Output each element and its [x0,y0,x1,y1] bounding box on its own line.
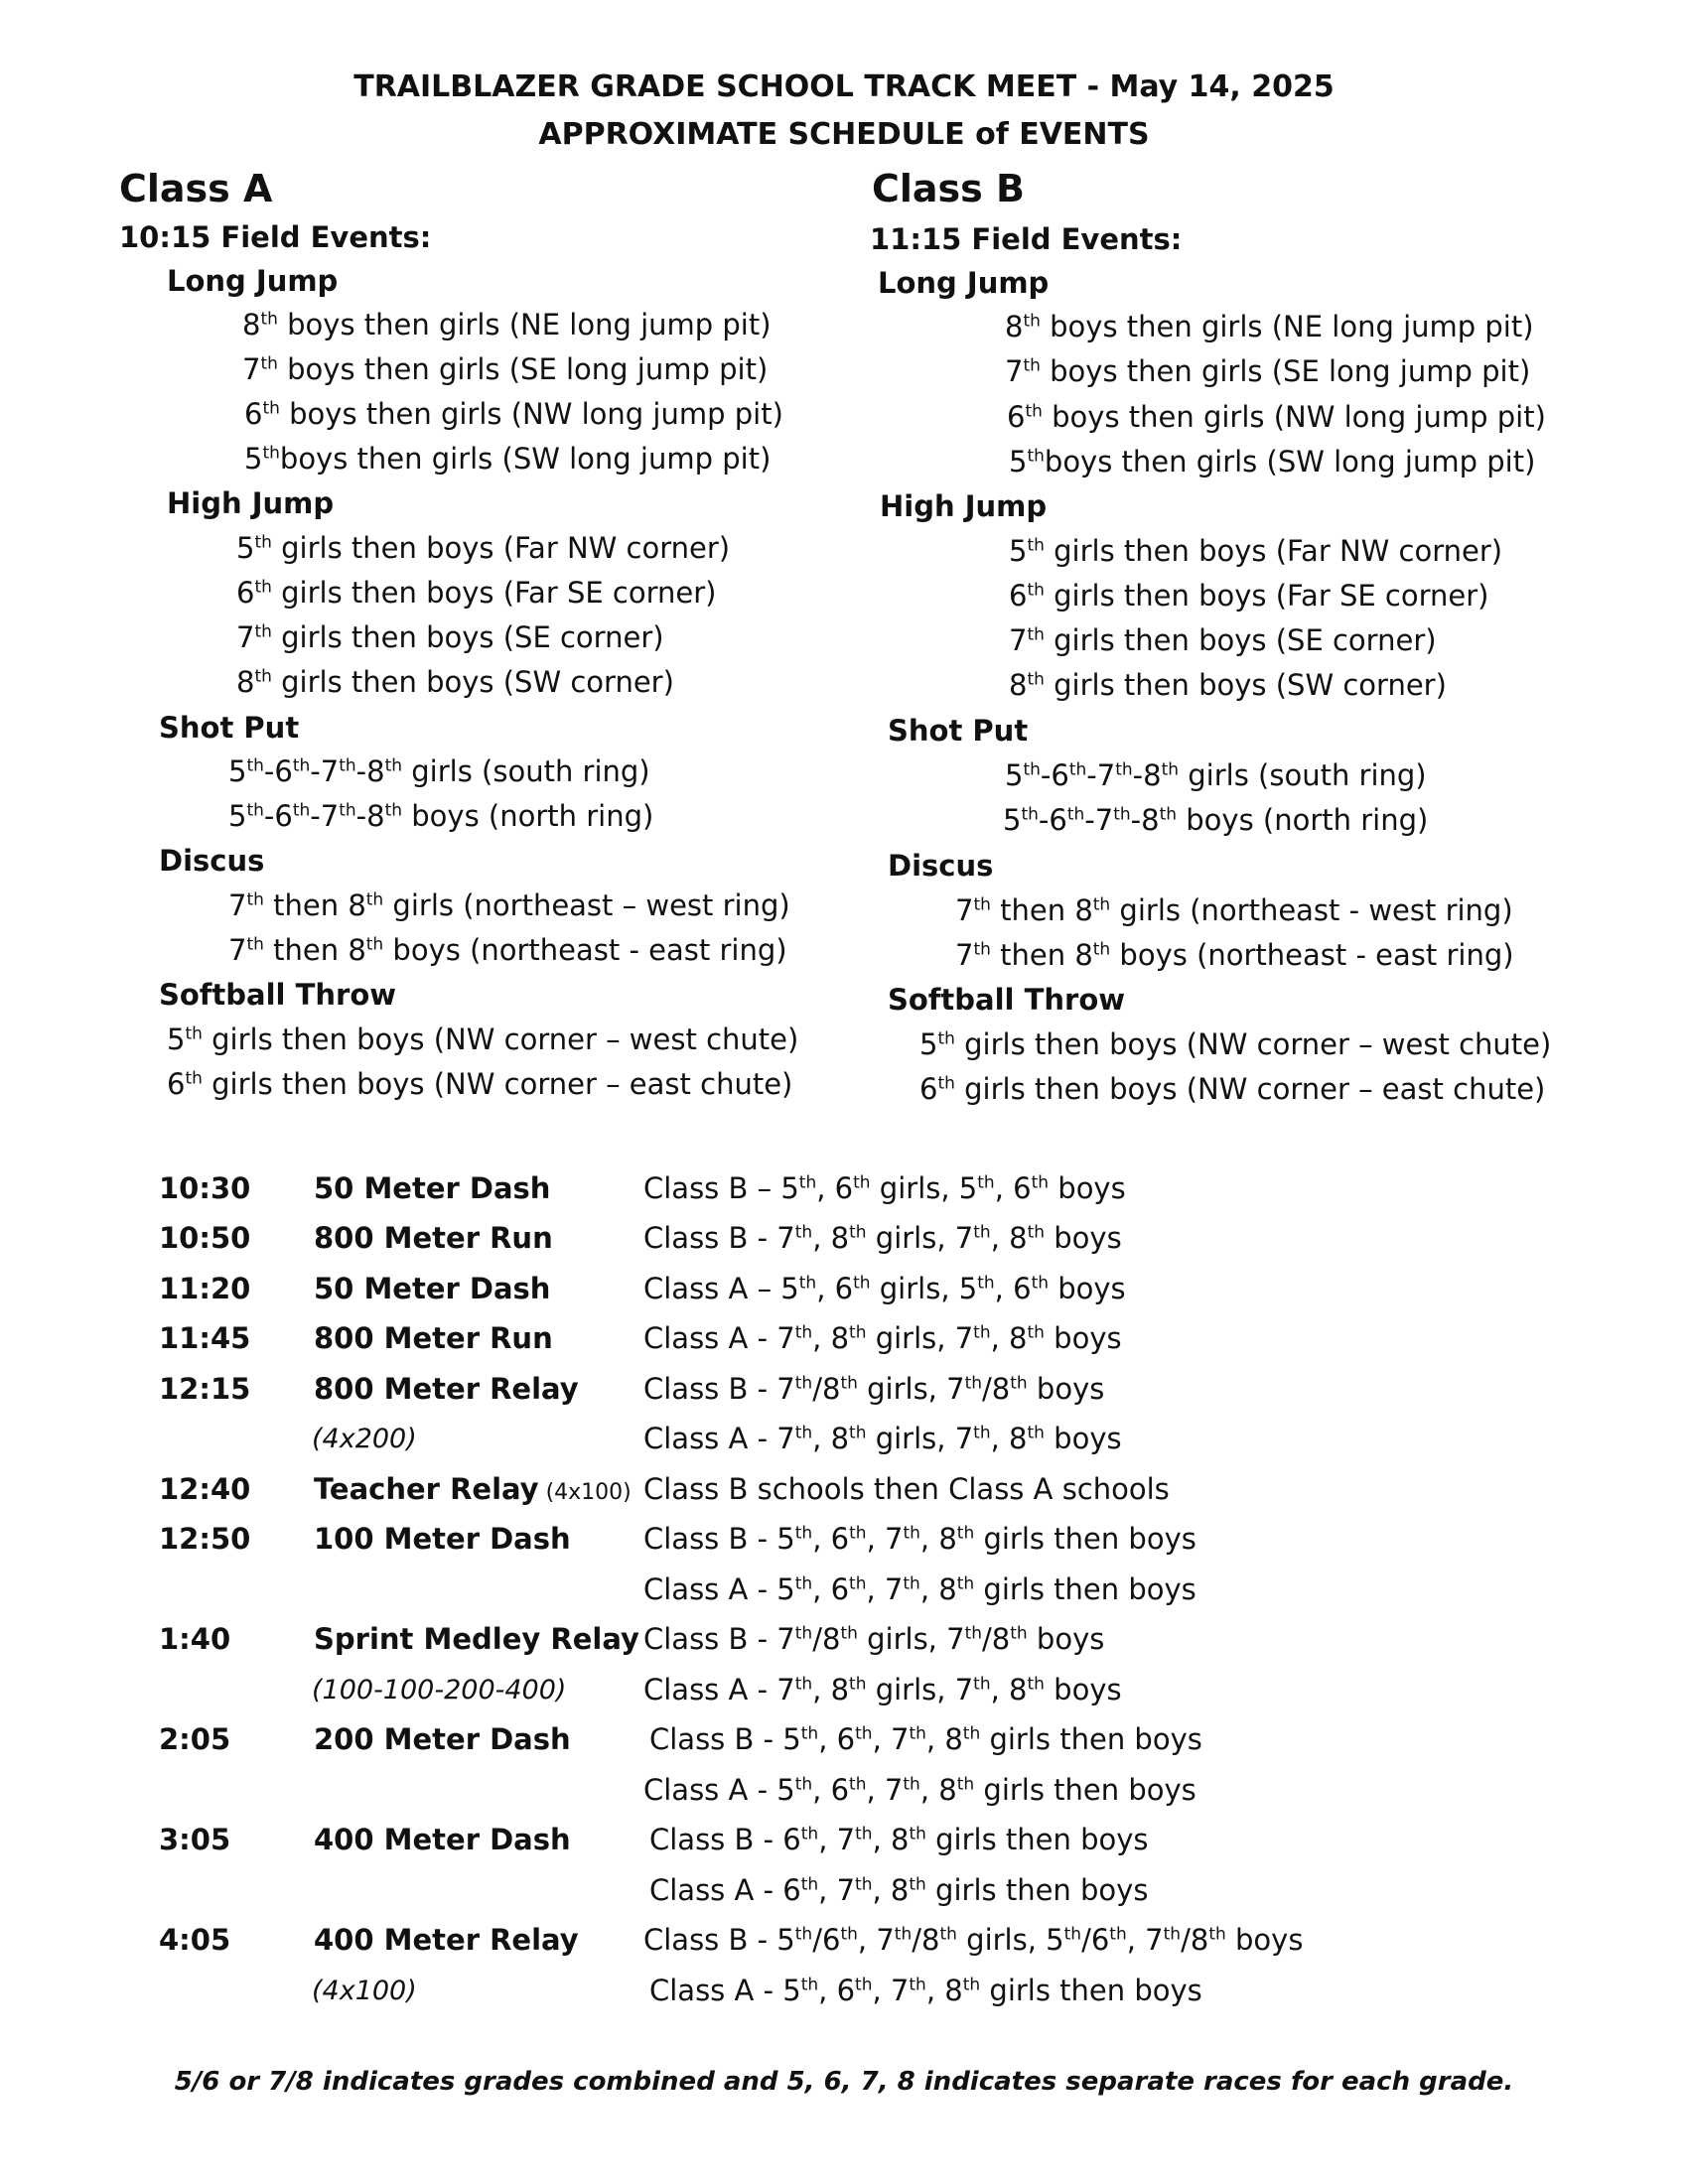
class-a-long-jump-line: 5thboys then girls (SW long jump pit) [244,442,772,476]
page-subtitle: APPROXIMATE SCHEDULE of EVENTS [538,117,1150,152]
class-a-softball-line: 5th girls then boys (NW corner – west chute) [167,1023,799,1056]
class-b-shot-put-heading: Shot Put [888,714,1029,748]
schedule-description: Class A – 5th, 6th girls, 5th, 6th boys [643,1272,1126,1305]
page-title: TRAILBLAZER GRADE SCHOOL TRACK MEET - May 14, 2025 [353,69,1335,104]
class-a-discus-heading: Discus [159,844,265,878]
class-b-softball-line: 6th girls then boys (NW corner – east chute) [919,1072,1546,1106]
class-a-field-time: 10:15 Field Events: [119,220,432,254]
class-b-high-jump-line: 5th girls then boys (Far NW corner) [1009,534,1503,568]
schedule-description: Class A - 7th, 8th girls, 7th, 8th boys [643,1321,1122,1355]
schedule-time: 4:05 [159,1923,231,1957]
class-b-long-jump-line: 8th boys then girls (NE long jump pit) [1005,310,1534,343]
schedule-time: 12:50 [159,1522,251,1556]
class-b-softball-heading: Softball Throw [888,983,1126,1017]
class-b-shot-put-line: 5th-6th-7th-8th boys (north ring) [1003,803,1429,837]
class-a-discus-line: 7th then 8th boys (northeast - east ring) [228,933,787,967]
class-a-high-jump-line: 5th girls then boys (Far NW corner) [236,531,731,565]
class-a-softball-heading: Softball Throw [159,978,397,1012]
class-a-long-jump-line: 6th boys then girls (NW long jump pit) [244,397,783,431]
schedule-description: Class A - 5th, 6th, 7th, 8th girls then boys [643,1773,1196,1807]
class-a-softball-line: 6th girls then boys (NW corner – east chute) [167,1067,793,1101]
class-b-long-jump-line: 6th boys then girls (NW long jump pit) [1007,400,1546,434]
class-b-heading: Class B [872,167,1025,210]
class-b-high-jump-line: 7th girls then boys (SE corner) [1009,623,1437,657]
schedule-event: 800 Meter Run [314,1321,553,1355]
class-b-discus-line: 7th then 8th girls (northeast - west ring) [955,893,1513,927]
schedule-event-format: (4x200) [312,1424,417,1454]
schedule-description: Class A - 5th, 6th, 7th, 8th girls then boys [643,1572,1196,1606]
schedule-description: Class B - 5th, 6th, 7th, 8th girls then boys [649,1722,1202,1756]
class-b-high-jump-line: 6th girls then boys (Far SE corner) [1009,579,1489,613]
class-b-long-jump-heading: Long Jump [878,266,1050,300]
schedule-event: Sprint Medley Relay [314,1622,639,1656]
schedule-event: 50 Meter Dash [314,1272,551,1305]
schedule-time: 11:20 [159,1272,251,1305]
schedule-description: Class B - 7th, 8th girls, 7th, 8th boys [643,1221,1122,1255]
schedule-description: Class B - 7th/8th girls, 7th/8th boys [643,1622,1105,1656]
schedule-event: 100 Meter Dash [314,1522,571,1556]
schedule-description: Class B - 7th/8th girls, 7th/8th boys [643,1372,1105,1406]
footer-note: 5/6 or 7/8 indicates grades combined and 5, 6, 7, 8 indicates separate races for each grade. [174,2067,1514,2097]
class-a-discus-line: 7th then 8th girls (northeast – west ring) [228,888,790,922]
schedule-event: 200 Meter Dash [314,1722,571,1756]
class-a-long-jump-heading: Long Jump [167,264,339,298]
class-a-shot-put-line: 5th-6th-7th-8th girls (south ring) [228,754,650,788]
schedule-description: Class A - 7th, 8th girls, 7th, 8th boys [643,1422,1122,1455]
class-b-long-jump-line: 7th boys then girls (SE long jump pit) [1005,354,1531,388]
schedule-time: 1:40 [159,1622,231,1656]
class-a-long-jump-line: 8th boys then girls (NE long jump pit) [242,308,772,341]
class-b-discus-line: 7th then 8th boys (northeast - east ring) [955,938,1514,972]
schedule-description: Class B – 5th, 6th girls, 5th, 6th boys [643,1171,1126,1205]
schedule-description: Class B - 5th/6th, 7th/8th girls, 5th/6th, 7th/8th boys [643,1923,1304,1957]
class-b-softball-line: 5th girls then boys (NW corner – west chute) [919,1027,1552,1061]
schedule-event: 400 Meter Dash [314,1823,571,1856]
class-b-field-time: 11:15 Field Events: [870,222,1183,256]
class-a-high-jump-line: 7th girls then boys (SE corner) [236,620,664,654]
schedule-event-format: (4x100) [312,1976,417,2006]
schedule-event: 800 Meter Run [314,1221,553,1255]
schedule-event-format: (100-100-200-400) [312,1675,567,1706]
schedule-description: Class B - 6th, 7th, 8th girls then boys [649,1823,1149,1856]
schedule-time: 11:45 [159,1321,251,1355]
schedule-event: Teacher Relay (4x100) [314,1472,632,1506]
schedule-time: 10:50 [159,1221,251,1255]
schedule-time: 12:15 [159,1372,251,1406]
schedule-time: 12:40 [159,1472,251,1506]
schedule-description: Class B schools then Class A schools [643,1472,1170,1506]
class-b-high-jump-heading: High Jump [880,489,1048,523]
schedule-description: Class A - 6th, 7th, 8th girls then boys [649,1873,1149,1907]
class-b-high-jump-line: 8th girls then boys (SW corner) [1009,668,1447,702]
schedule-time: 10:30 [159,1171,251,1205]
schedule-description: Class A - 5th, 6th, 7th, 8th girls then boys [649,1974,1202,2007]
schedule-event: 800 Meter Relay [314,1372,579,1406]
class-a-shot-put-line: 5th-6th-7th-8th boys (north ring) [228,799,654,833]
class-a-high-jump-line: 6th girls then boys (Far SE corner) [236,576,717,610]
class-a-high-jump-line: 8th girls then boys (SW corner) [236,665,674,699]
schedule-time: 3:05 [159,1823,231,1856]
class-b-long-jump-line: 5thboys then girls (SW long jump pit) [1009,445,1536,478]
schedule-time: 2:05 [159,1722,231,1756]
schedule-event: 50 Meter Dash [314,1171,551,1205]
class-b-discus-heading: Discus [888,849,994,883]
class-a-heading: Class A [119,167,273,210]
class-a-long-jump-line: 7th boys then girls (SE long jump pit) [242,352,769,386]
class-a-high-jump-heading: High Jump [167,486,335,520]
class-a-shot-put-heading: Shot Put [159,711,300,745]
schedule-description: Class A - 7th, 8th girls, 7th, 8th boys [643,1673,1122,1706]
class-b-shot-put-line: 5th-6th-7th-8th girls (south ring) [1005,758,1427,792]
schedule-description: Class B - 5th, 6th, 7th, 8th girls then boys [643,1522,1196,1556]
schedule-event: 400 Meter Relay [314,1923,579,1957]
